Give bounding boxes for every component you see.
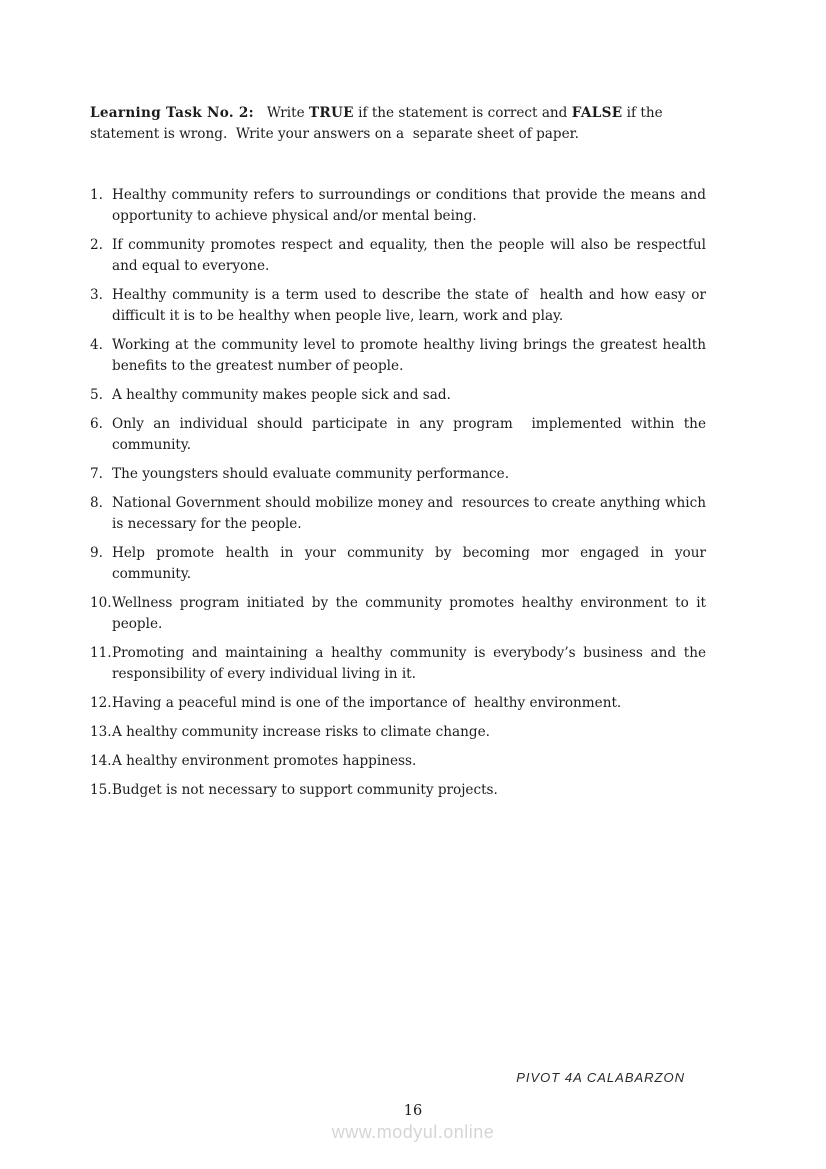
statement-item-2 [90, 235, 706, 277]
statement-item-13 [90, 722, 706, 743]
false-keyword: FALSE [571, 105, 623, 121]
statement-item-4 [90, 335, 706, 377]
statement-item-15 [90, 780, 706, 801]
item-text: Promoting and maintaining a healthy community is everybody’s business and the responsibility of every individual living in it. [112, 645, 706, 682]
item-text: A healthy community increase risks to climate change. [112, 724, 490, 740]
item-text: National Government should mobilize money and resources to create anything which is necessary for the people. [112, 495, 706, 532]
item-text: Working at the community level to promote healthy living brings the greatest health benefits to the greatest number of people. [112, 337, 706, 374]
item-text: Healthy community refers to surroundings or conditions that provide the means and opportunity to achieve physical and/or mental being. [112, 187, 706, 224]
item-number: 13. [90, 724, 112, 740]
task-title: Learning Task No. 2: [90, 105, 254, 121]
item-text: If community promotes respect and equality, then the people will also be respectful and equal to everyone. [112, 237, 706, 274]
item-text: Having a peaceful mind is one of the importance of healthy environment. [112, 695, 622, 711]
item-number: 4. [90, 337, 103, 353]
item-text: Wellness program initiated by the community promotes healthy environment to it people. [112, 595, 706, 632]
task-instruction-pre: Write [253, 105, 309, 121]
item-number: 8. [90, 495, 103, 511]
item-number: 2. [90, 237, 103, 253]
statement-item-12 [90, 693, 706, 714]
item-number: 14. [90, 753, 112, 769]
watermark: www.modyul.online [331, 1122, 495, 1142]
page-content [90, 103, 706, 809]
statement-item-8 [90, 493, 706, 535]
item-number: 5. [90, 387, 103, 403]
learning-task-heading [90, 103, 706, 145]
task-instruction-post: if the statement is wrong. Write your answers on a separate sheet of paper. [90, 105, 663, 142]
item-text: Only an individual should participate in any program implemented within the community. [112, 416, 706, 453]
statement-item-9 [90, 543, 706, 585]
statement-item-5 [90, 385, 706, 406]
item-number: 7. [90, 466, 103, 482]
item-number: 12. [90, 695, 112, 711]
true-keyword: TRUE [308, 105, 354, 121]
item-number: 1. [90, 187, 103, 203]
page-number: 16 [403, 1103, 423, 1119]
item-text: Healthy community is a term used to describe the state of health and how easy or difficult it is to be healthy when people live, learn, work and play. [112, 287, 706, 324]
item-text: A healthy community makes people sick and sad. [112, 387, 451, 403]
statement-item-7 [90, 464, 706, 485]
item-text: A healthy environment promotes happiness. [112, 753, 417, 769]
statement-item-10 [90, 593, 706, 635]
task-instruction-mid: if the statement is correct and [353, 105, 572, 121]
statement-item-6 [90, 414, 706, 456]
item-number: 9. [90, 545, 103, 561]
statement-item-11 [90, 643, 706, 685]
item-text: The youngsters should evaluate community performance. [112, 466, 510, 482]
item-text: Help promote health in your community by becoming mor engaged in your community. [112, 545, 706, 582]
item-number: 15. [90, 782, 112, 798]
statement-item-3 [90, 285, 706, 327]
statement-item-14 [90, 751, 706, 772]
item-number: 11. [90, 645, 112, 661]
footer-imprint: PIVOT 4A CALABARZON [516, 1070, 685, 1085]
item-number: 3. [90, 287, 103, 303]
item-text: Budget is not necessary to support community projects. [112, 782, 498, 798]
item-number: 6. [90, 416, 103, 432]
statement-list [90, 185, 706, 801]
statement-item-1 [90, 185, 706, 227]
item-number: 10. [90, 595, 112, 611]
